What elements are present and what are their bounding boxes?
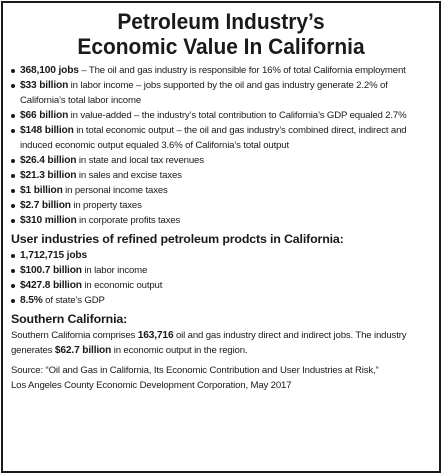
list-item [11, 263, 431, 278]
bullet-value: 1,712,715 jobs [20, 250, 87, 261]
bullet-value: $148 billion [20, 125, 74, 136]
bullet-value: $2.7 billion [20, 200, 71, 211]
list-item [11, 63, 431, 78]
bullet-text: – The oil and gas industry is responsible for 16% of total California employment [78, 65, 406, 76]
economic-value-list [11, 63, 431, 228]
title-line-1: Petroleum Industry’s [117, 9, 325, 34]
bullet-text: in state and local tax revenues [76, 155, 204, 166]
bullet-value: $21.3 billion [20, 170, 77, 181]
bullet-value: 8.5% [20, 295, 43, 306]
source-citation [11, 363, 431, 393]
paragraph-text: oil and gas industry direct and indirect jobs. The industry generates [11, 330, 407, 356]
bullet-value: $100.7 billion [20, 265, 82, 276]
bullet-value: $427.8 billion [20, 280, 82, 291]
list-item [11, 168, 431, 183]
paragraph-text: Southern California comprises [11, 330, 138, 341]
bullet-text: in total economic output – the oil and gas industry’s combined direct, indirect and induced economic output equaled 3.6% of California’s total output [20, 125, 407, 151]
list-item [11, 248, 431, 263]
bullet-value: 368,100 jobs [20, 65, 79, 76]
bullet-value: $66 billion [20, 110, 69, 121]
bullet-value: $310 million [20, 215, 77, 226]
bullet-value: $33 billion [20, 80, 69, 91]
bullet-value: $1 billion [20, 185, 63, 196]
list-item [11, 198, 431, 213]
page-title [26, 9, 417, 59]
source-line-2: Los Angeles County Economic Development Corporation, May 2017 [11, 380, 292, 391]
list-item [11, 153, 431, 168]
list-item [11, 183, 431, 198]
bullet-text: of state’s GDP [42, 295, 105, 306]
info-box [1, 1, 441, 473]
output-value: $62.7 billion [54, 345, 112, 356]
list-item [11, 278, 431, 293]
southern-california-heading: Southern California: [11, 312, 128, 326]
list-item [11, 293, 431, 308]
bullet-text: in labor income [81, 265, 148, 276]
bullet-text: in property taxes [70, 200, 142, 211]
jobs-value: 163,716 [137, 330, 174, 341]
list-item [11, 78, 431, 108]
list-item [11, 123, 431, 153]
bullet-text: in labor income – jobs supported by the oil and gas industry generate 2.2% of California’s total labor income [20, 80, 388, 106]
user-industries-list [11, 248, 431, 308]
paragraph-text: in economic output in the region. [111, 345, 248, 356]
list-item [11, 108, 431, 123]
bullet-value: $26.4 billion [20, 155, 77, 166]
southern-california-paragraph [11, 328, 431, 358]
bullet-text: in value-added – the industry’s total contribution to California’s GDP equaled 2.7% [68, 110, 407, 121]
user-industries-heading: User industries of refined petroleum prodcts in California: [11, 232, 344, 246]
bullet-text: in sales and excise taxes [76, 170, 182, 181]
title-line-2: Economic Value In California [77, 34, 365, 59]
list-item [11, 213, 431, 228]
bullet-text: in economic output [81, 280, 163, 291]
bullet-text: in corporate profits taxes [76, 215, 181, 226]
source-line-1: Source: “Oil and Gas in California, Its Economic Contribution and User Industries at Risk,” [11, 365, 379, 376]
bullet-text: in personal income taxes [62, 185, 168, 196]
